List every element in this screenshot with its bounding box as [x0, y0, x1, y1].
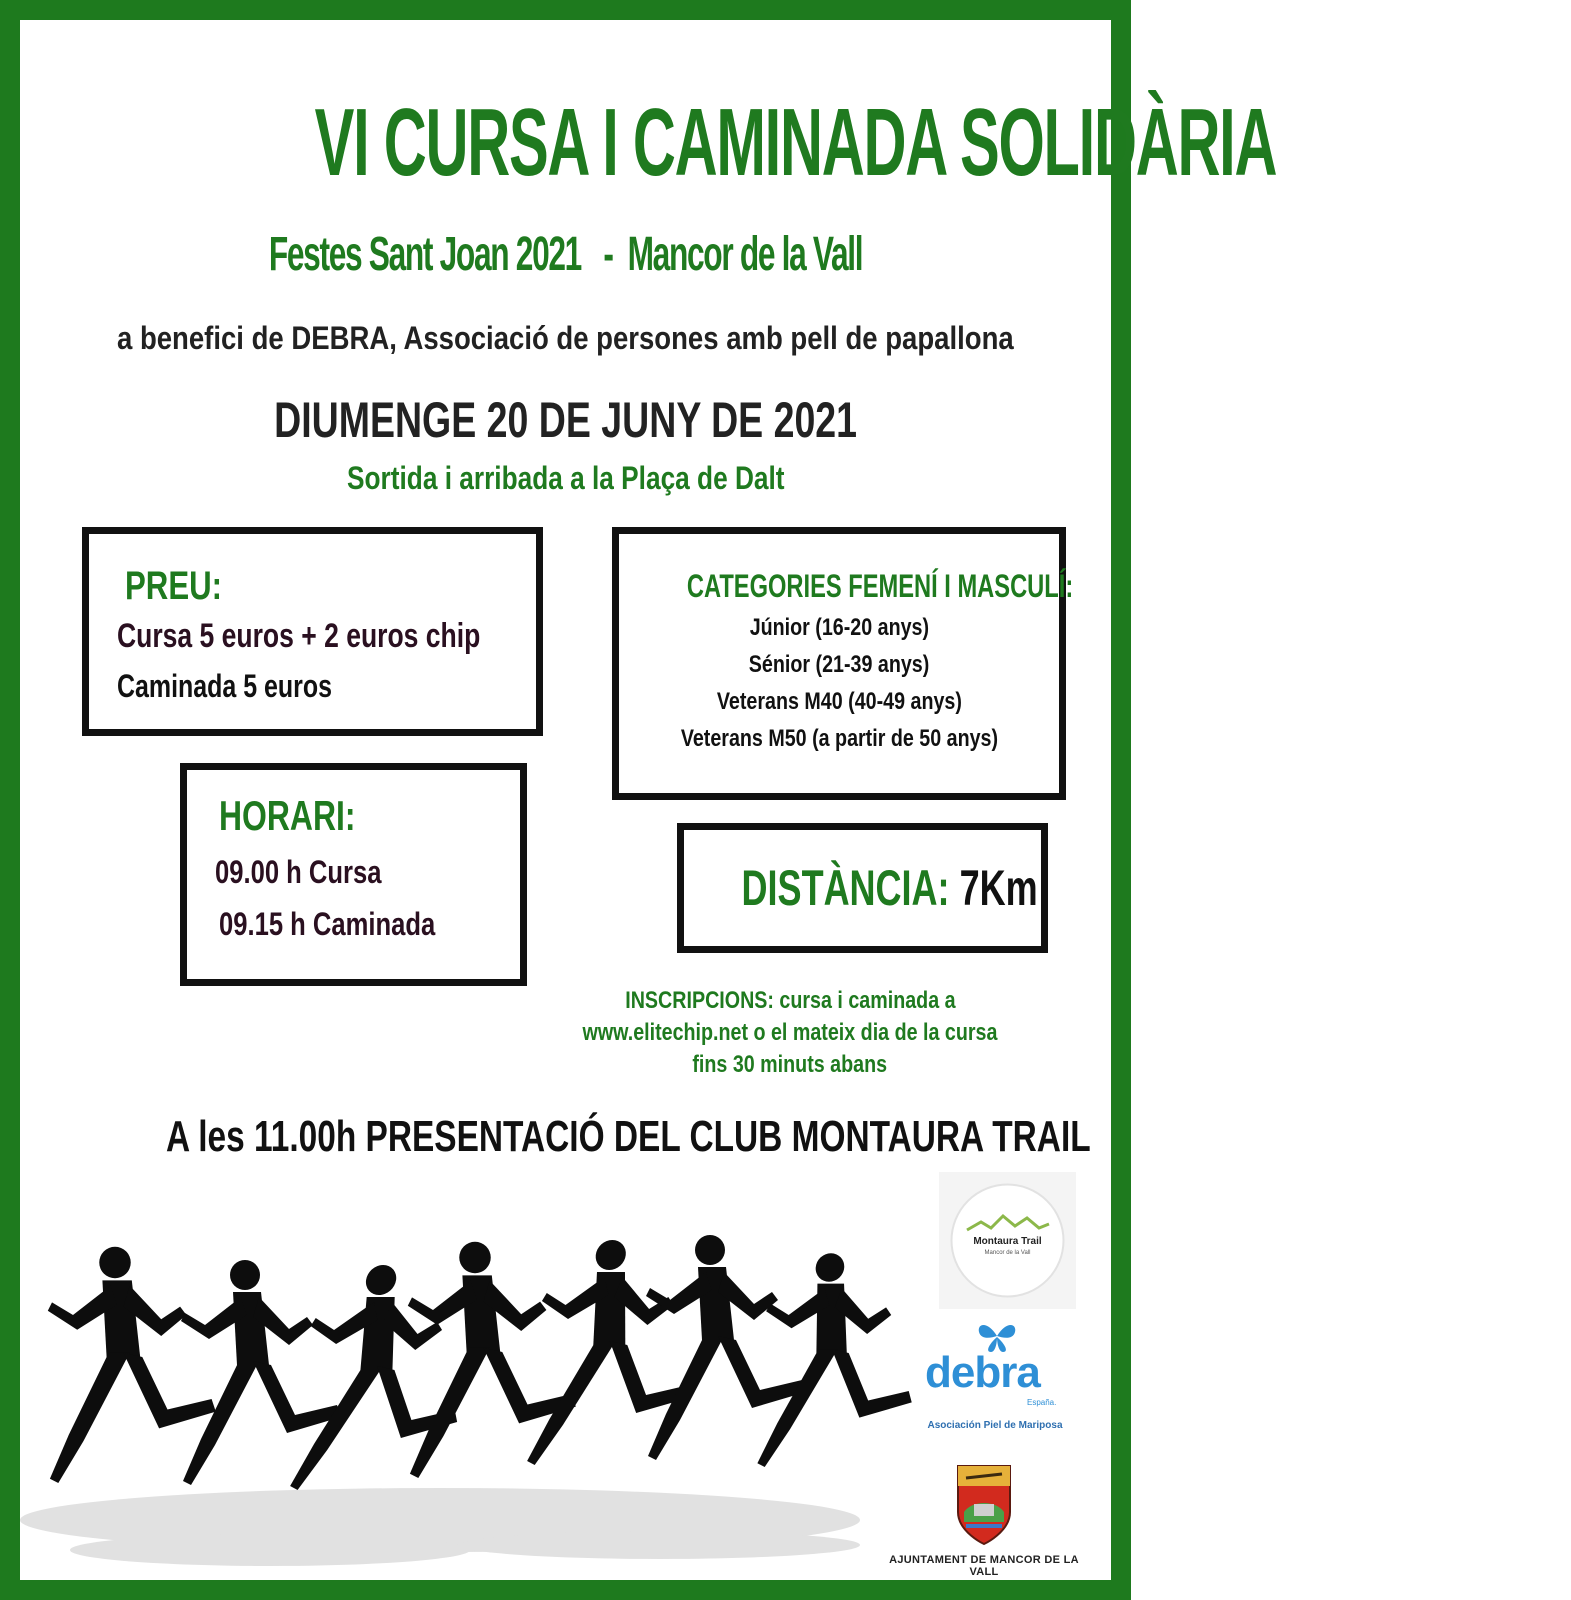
runners-silhouette-illustration — [20, 1190, 920, 1580]
distance-text — [684, 860, 1041, 916]
poster-title: VI CURSA I CAMINADA SOLIDÀRIA — [314, 89, 1277, 196]
debra-country: España. — [1027, 1398, 1057, 1407]
category-item: Veterans M50 (a partir de 50 anys) — [680, 725, 998, 752]
montaura-subtitle: Mancor de la Vall — [984, 1250, 1031, 1256]
price-box — [82, 527, 543, 736]
start-finish-location: Sortida i arribada a la Plaça de Dalt — [346, 460, 785, 496]
runner-figures — [48, 1235, 922, 1490]
beneficiary-line: a benefici de DEBRA, Associació de persones amb pell de papallona — [117, 320, 1014, 356]
distance-value: 7Km — [959, 860, 1038, 916]
category-item: Veterans M40 (40-49 anys) — [716, 688, 962, 715]
runner-shadows — [20, 1488, 860, 1566]
categories-heading: CATEGORIES FEMENÍ I MASCULÍ: — [686, 568, 1074, 604]
schedule-box — [180, 763, 527, 986]
registration-text: cursa i caminada a — [773, 987, 956, 1014]
registration-info — [500, 985, 1080, 1081]
council-caption: AJUNTAMENT DE MANCOR DE LA VALL — [889, 1554, 1079, 1578]
categories-box — [612, 527, 1074, 800]
debra-logo — [920, 1318, 1070, 1438]
schedule-item: 09.00 h Cursa — [215, 854, 382, 890]
debra-tagline: Asociación Piel de Mariposa — [927, 1420, 1063, 1431]
registration-label: INSCRIPCIONS: — [624, 987, 774, 1014]
distance-box — [677, 823, 1048, 953]
event-date: DIUMENGE 20 DE JUNY DE 2021 — [274, 392, 857, 448]
price-line: Caminada 5 euros — [117, 668, 333, 704]
debra-wordmark: debra — [925, 1348, 1040, 1397]
schedule-item: 09.15 h Caminada — [219, 906, 436, 942]
category-item: Júnior (16-20 anys) — [749, 614, 929, 641]
category-item: Sénior (21-39 anys) — [748, 651, 930, 678]
registration-line: fins 30 minuts abans — [692, 1051, 888, 1078]
council-coat-of-arms-icon — [952, 1460, 1016, 1548]
montaura-name: Montaura Trail — [973, 1236, 1042, 1247]
montaura-trail-logo — [939, 1172, 1076, 1309]
club-presentation: A les 11.00h PRESENTACIÓ DEL CLUB MONTAURA TRAIL — [166, 1112, 1091, 1161]
registration-line — [500, 985, 1080, 1017]
registration-line: www.elitechip.net o el mateix dia de la cursa — [582, 1019, 998, 1046]
price-line: Cursa 5 euros + 2 euros chip — [117, 617, 481, 655]
poster-subtitle: Festes Sant Joan 2021 - Mancor de la Vall — [268, 228, 863, 281]
price-heading: PREU: — [125, 564, 223, 608]
schedule-heading: HORARI: — [219, 792, 356, 839]
distance-label: DISTÀNCIA: — [741, 860, 950, 916]
